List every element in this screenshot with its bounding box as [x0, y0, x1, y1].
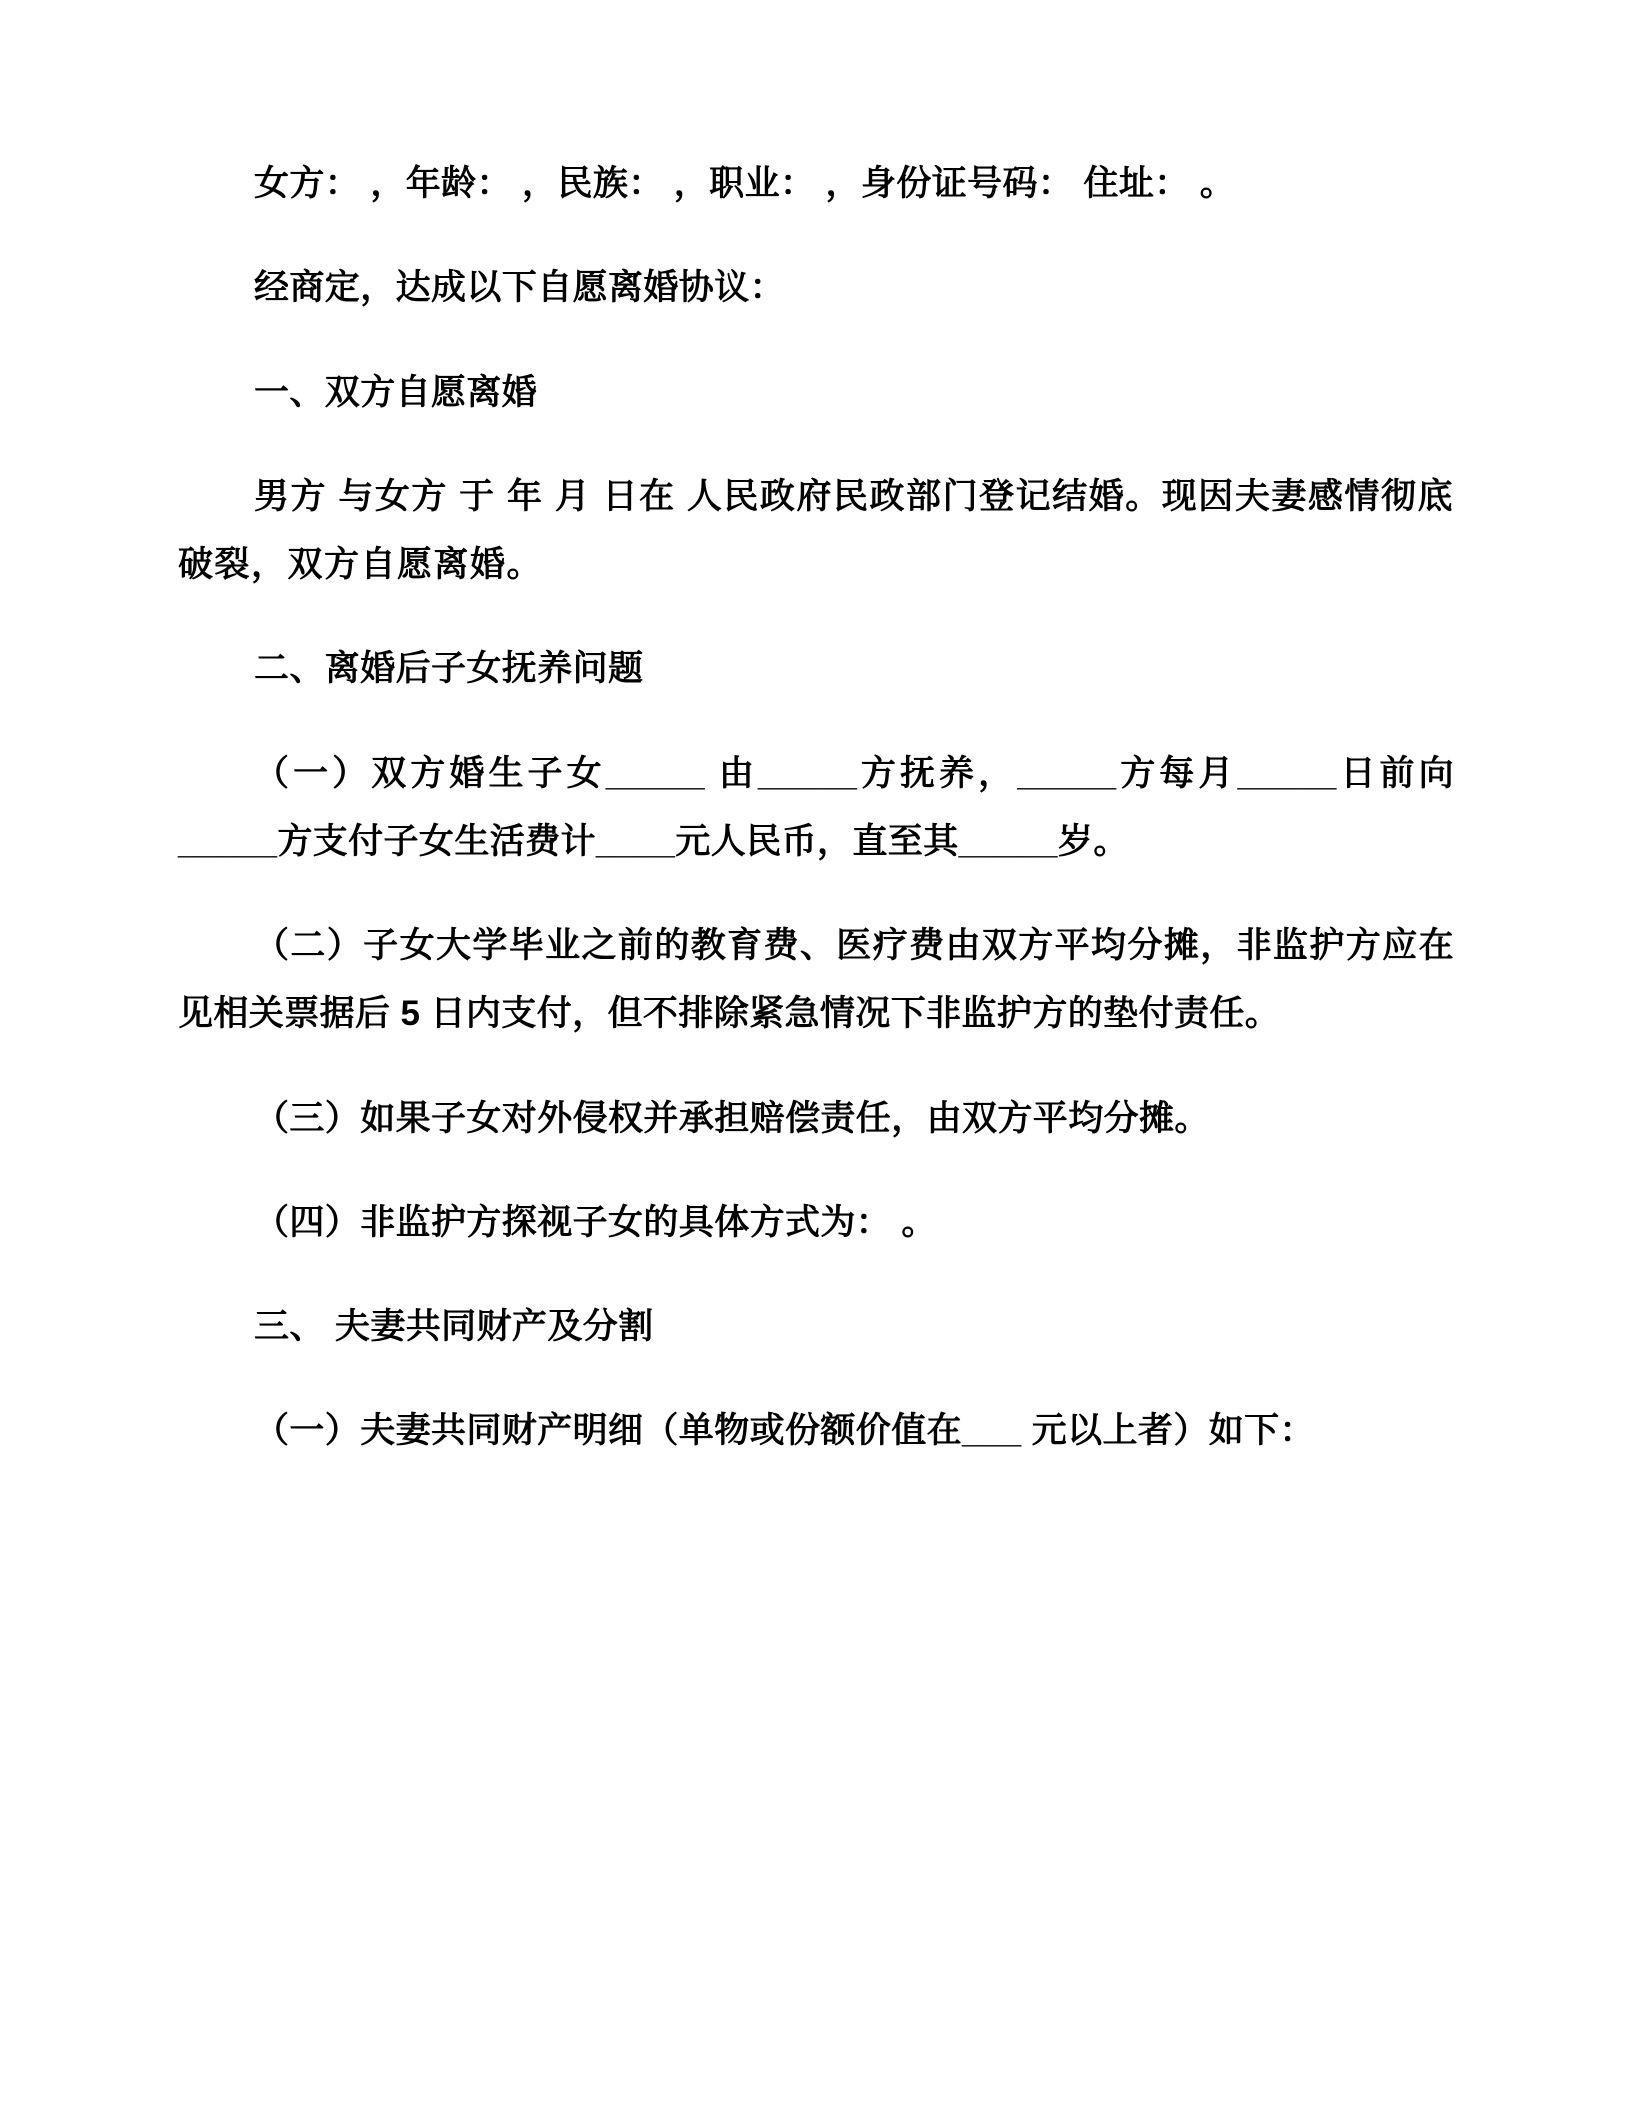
- paragraph-female-party-info: 女方： ，年龄： ，民族： ，职业： ，身份证号码： 住址： 。: [254, 164, 1236, 203]
- document-body: [178, 150, 1454, 1466]
- paragraph-section-two-item-4: （四）非监护方探视子女的具体方式为： 。: [254, 1202, 937, 1242]
- paragraph-section-two-item-3: （三）如果子女对外侵权并承担赔偿责任，由双方平均分摊。: [254, 1098, 1210, 1138]
- heading-section-two: 二、离婚后子女抚养问题: [254, 649, 644, 689]
- paragraph-section-two-item-2: （二）子女大学毕业之前的教育费、医疗费由双方平均分摊，非监护方应在见相关票据后 5 日内支付，但不排除紧急情况下非监护方的垫付责任。: [178, 926, 1454, 1034]
- paragraph-agreement-intro: 经商定，达成以下自愿离婚协议：: [254, 268, 786, 308]
- paragraph-section-two-item-1: （一）双方婚生子女_____ 由_____方抚养，_____方每月_____日前向_____方支付子女生活费计____元人民币，直至其_____岁。: [178, 753, 1454, 861]
- paragraph-section-one-body: 男方 与女方 于 年 月 日在 人民政府民政部门登记结婚。现因夫妻感情彻底破裂，双方自愿离婚。: [178, 476, 1454, 584]
- paragraph-section-three-item-1: （一）夫妻共同财产明细（单物或份额价值在___ 元以上者）如下：: [254, 1411, 1315, 1451]
- heading-section-one: 一、双方自愿离婚: [254, 372, 538, 412]
- heading-section-three: 三、 夫妻共同财产及分割: [254, 1307, 654, 1346]
